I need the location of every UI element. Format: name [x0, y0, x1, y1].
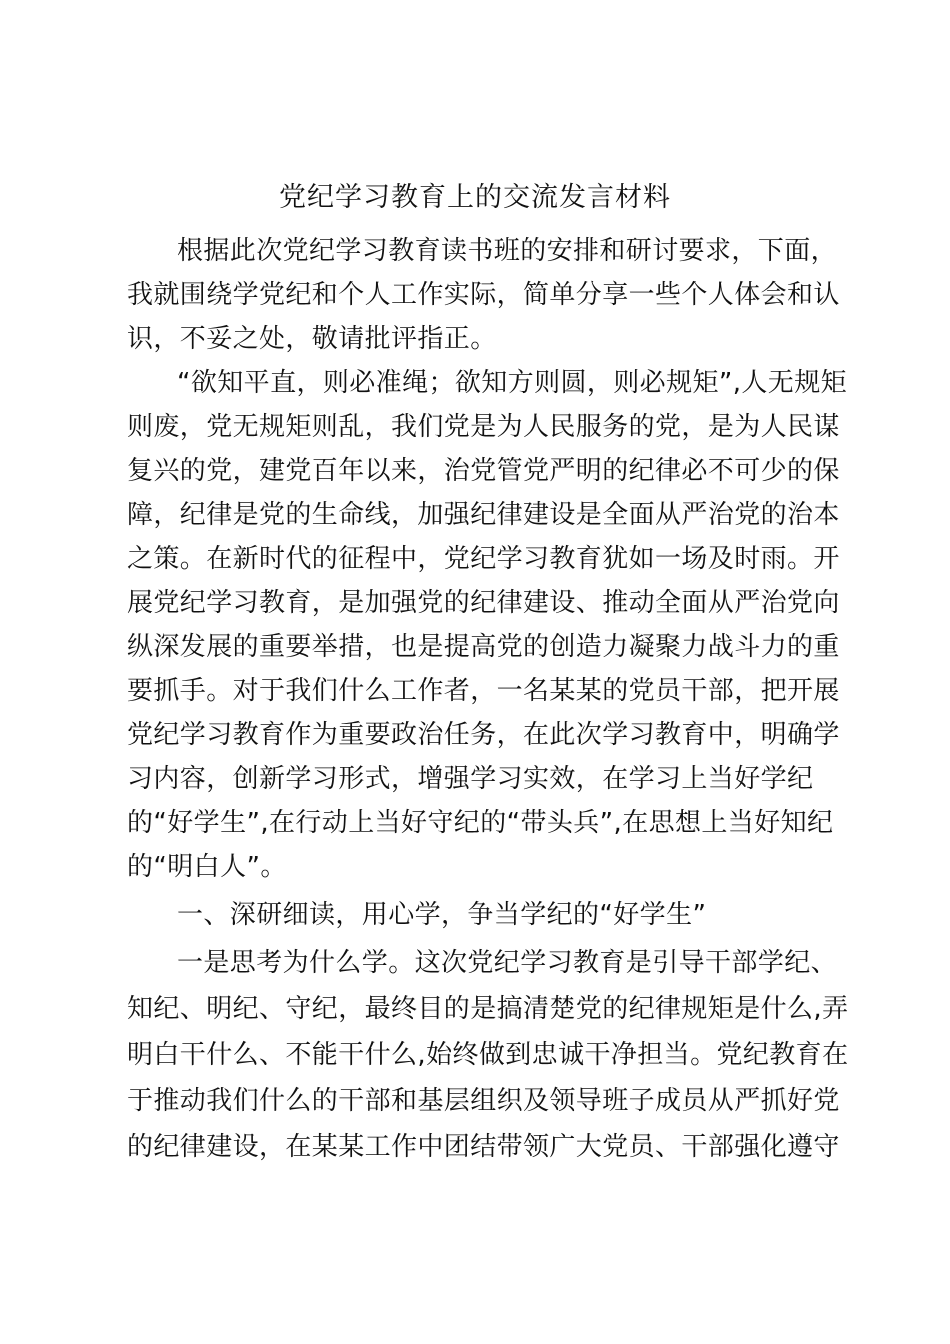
paragraph-line: 党纪学习教育作为重要政治任务，在此次学习教育中，明确学	[127, 720, 840, 750]
paragraph-line: 则废，党无规矩则乱，我们党是为人民服务的党，是为人民谋	[127, 412, 840, 442]
section-heading: 一、深研细读，用心学，争当学纪的“好学生”	[177, 900, 707, 930]
paragraph-line: 知纪、明纪、守纪，最终目的是搞清楚党的纪律规矩是什么,弄	[127, 994, 849, 1024]
paragraph-line: 要抓手。对于我们什么工作者，一名某某的党员干部，把开展	[127, 676, 840, 706]
paragraph-line: 纵深发展的重要举措，也是提高党的创造力凝聚力战斗力的重	[127, 632, 840, 662]
paragraph-line: 识，不妥之处，敬请批评指正。	[127, 324, 497, 354]
paragraph-line: 复兴的党，建党百年以来，治党管党严明的纪律必不可少的保	[127, 456, 840, 486]
paragraph-line: “欲知平直，则必准绳；欲知方则圆，则必规矩”,人无规矩	[177, 368, 848, 398]
paragraph-line: 展党纪学习教育，是加强党的纪律建设、推动全面从严治党向	[127, 588, 840, 618]
paragraph-line: 于推动我们什么的干部和基层组织及领导班子成员从严抓好党	[127, 1086, 840, 1116]
paragraph-line: 明白干什么、不能干什么,始终做到忠诚干净担当。党纪教育在	[127, 1040, 849, 1070]
document-title: 党纪学习教育上的交流发言材料	[279, 182, 671, 213]
paragraph-line: 障，纪律是党的生命线，加强纪律建设是全面从严治党的治本	[127, 500, 840, 530]
paragraph-line: 我就围绕学党纪和个人工作实际，简单分享一些个人体会和认	[127, 280, 840, 310]
paragraph-line: 一是思考为什么学。这次党纪学习教育是引导干部学纪、	[177, 948, 838, 978]
paragraph-line: 根据此次党纪学习教育读书班的安排和研讨要求，下面，	[177, 236, 838, 266]
paragraph-line: 之策。在新时代的征程中，党纪学习教育犹如一场及时雨。开	[127, 544, 840, 574]
paragraph-line: 习内容，创新学习形式，增强学习实效，在学习上当好学纪	[127, 764, 814, 794]
paragraph-line: 的“明白人”。	[127, 852, 287, 882]
paragraph-line: 的“好学生”,在行动上当好守纪的“带头兵”,在思想上当好知纪	[127, 808, 834, 838]
paragraph-line: 的纪律建设，在某某工作中团结带领广大党员、干部强化遵守	[127, 1132, 840, 1162]
